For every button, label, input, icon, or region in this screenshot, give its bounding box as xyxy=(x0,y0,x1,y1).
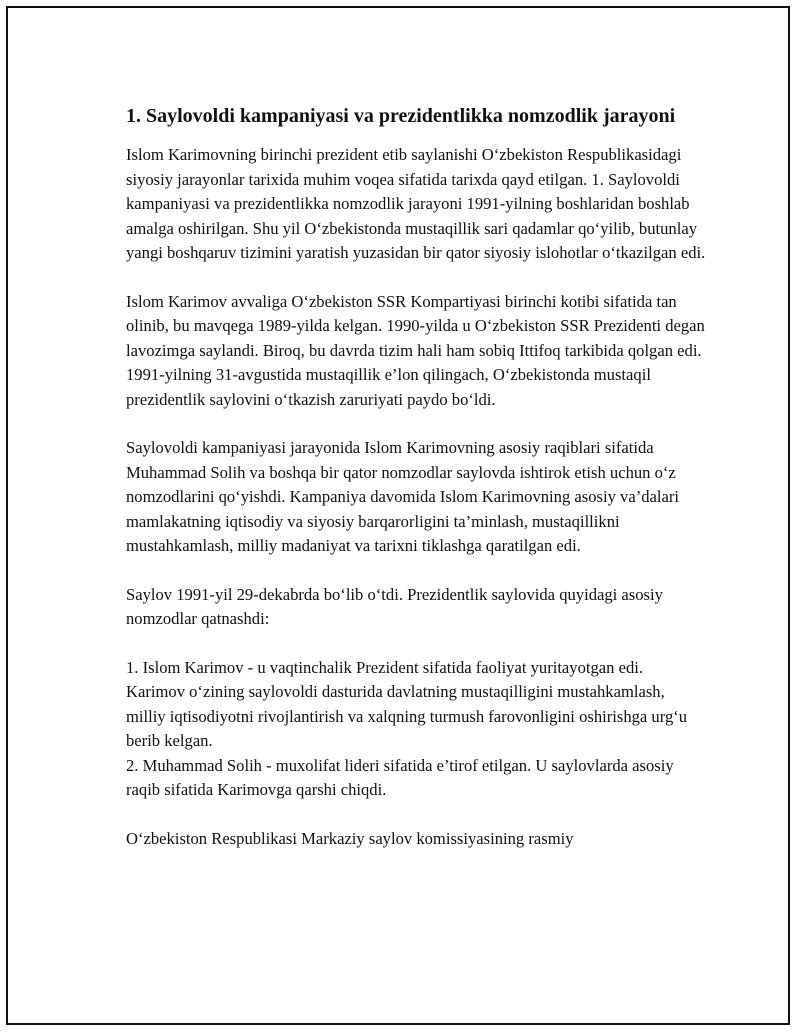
candidate-item-karimov: 1. Islom Karimov - u vaqtinchalik Prezident sifatida faoliyat yuritayotgan edi. Karimov o‘zining saylovoldi dasturida davlatning mustaqilligini mustahkamlash, milliy iqtisodiyotni rivojlantirish va xalqning turmush farovonligini oshirishga urg‘u berib kelgan. xyxy=(126,657,688,750)
section-title: 1. Saylovoldi kampaniyasi va prezidentlikka nomzodlik jarayoni xyxy=(126,105,676,127)
paragraph-campaign: Saylovoldi kampaniyasi jarayonida Islom Karimovning asosiy raqiblari sifatida Muhammad Solih va boshqa bir qator nomzodlar saylovda ishtirok etish uchun o‘z nomzodlarini qo‘yishdi. Kampaniya davomida Islom Karimovning asosiy va’dalari mamlakatning iqtisodiy va siyosiy barqarorligini ta’minlash, mustaqillikni mustahkamlash, milliy madaniyat va tarixni tiklashga qaratilgan edi. xyxy=(126,438,680,555)
document-body xyxy=(126,102,706,851)
page-frame xyxy=(6,6,790,1025)
paragraph-election-date: Saylov 1991-yil 29-dekabrda bo‘lib o‘tdi. Prezidentlik saylovida quyidagi asosiy nomzodlar qatnashdi: xyxy=(126,584,663,628)
paragraph-intro: Islom Karimovning birinchi prezident etib saylanishi O‘zbekiston Respublikasidagi siyosiy jarayonlar tarixida muhim voqea sifatida tarixda qayd etilgan. 1. Saylovoldi kampaniyasi va prezidentlikka nomzodlik jarayoni 1991-yilning boshlaridan boshlab amalga oshirilgan. Shu yil O‘zbekistonda mustaqillik sari qadamlar qo‘yilib, butunlay yangi boshqaruv tizimini yaratish yuzasidan bir qator siyosiy islohotlar o‘tkazilgan edi. xyxy=(126,145,706,262)
paragraph-karimov-background: Islom Karimov avvaliga O‘zbekiston SSR Kompartiyasi birinchi kotibi sifatida tan olinib, bu mavqega 1989-yilda kelgan. 1990-yilda u O‘zbekiston SSR Prezidenti degan lavozimga saylandi. Biroq, bu davrda tizim hali ham sobiq Ittifoq tarkibida qolgan edi. 1991-yilning 31-avgustida mustaqillik e’lon qilingach, O‘zbekistonda mustaqil prezidentlik saylovini o‘tkazish zaruriyati paydo bo‘ldi. xyxy=(126,291,705,409)
paragraph-closing: O‘zbekiston Respublikasi Markaziy saylov komissiyasining rasmiy xyxy=(126,828,574,848)
candidate-list xyxy=(126,656,706,803)
candidate-item-solih: 2. Muhammad Solih - muxolifat lideri sifatida e’tirof etilgan. U saylovlarda asosiy raqib sifatida Karimovga qarshi chiqdi. xyxy=(126,755,674,799)
